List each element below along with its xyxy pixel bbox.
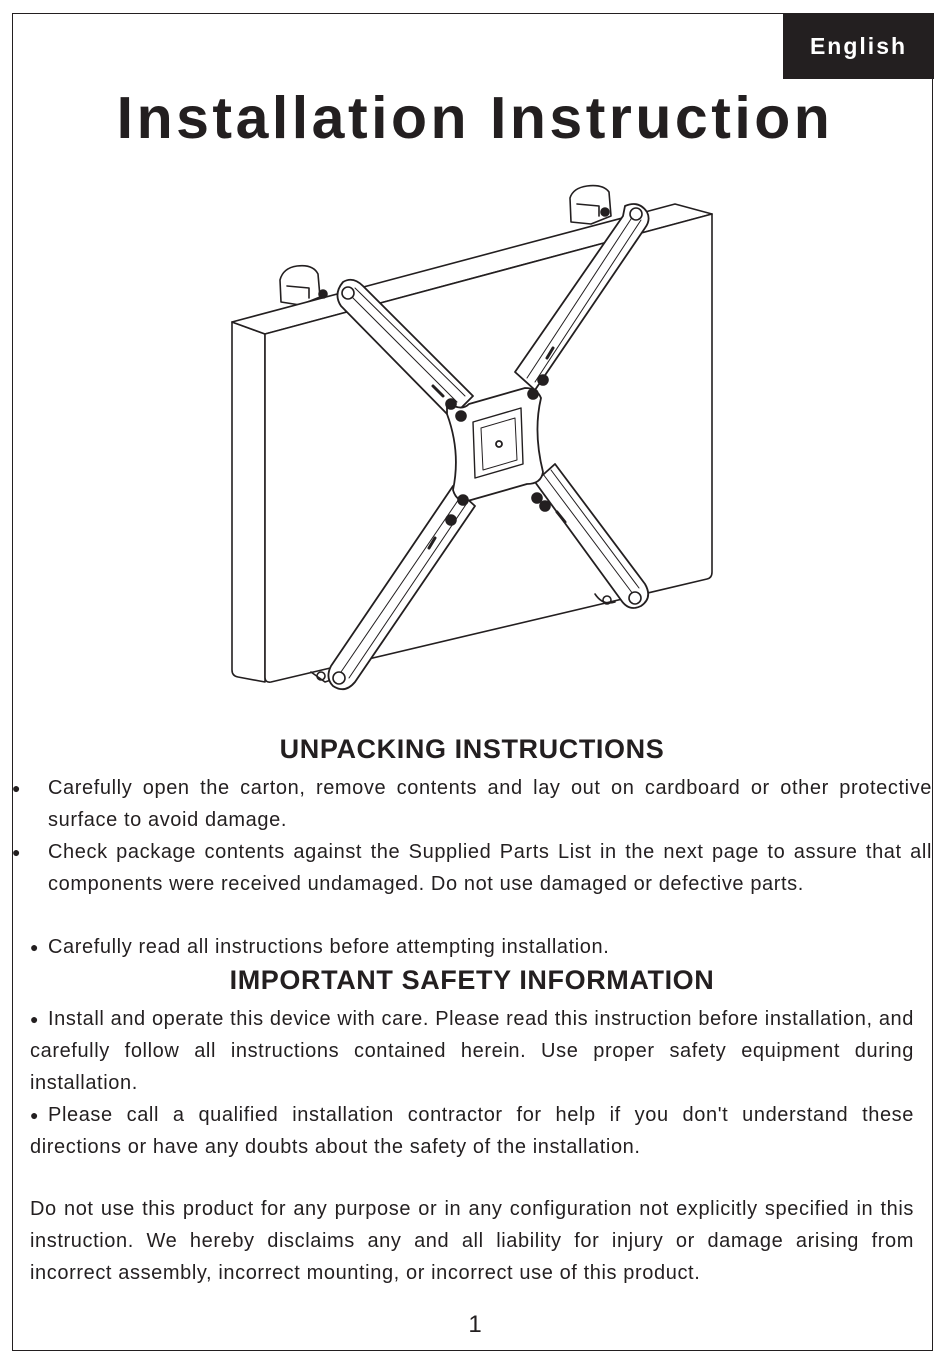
safety-item: ● Please call a qualified installation contractor for help if you don't understand these directions or have any doubts about the safety of the installation.	[30, 1099, 914, 1163]
language-tab[interactable]	[783, 13, 934, 79]
bullet-icon: ●	[30, 1011, 40, 1027]
disclaimer-paragraph: Do not use this product for any purpose or in any configuration not explicitly specified in this instruction. We hereby disclaims any and all liability for injury or damage arising from incorrect assembly, incorrect mounting, or incorrect use of this product.	[30, 1198, 914, 1284]
safety-heading: IMPORTANT SAFETY INFORMATION	[229, 965, 715, 995]
page-title: Installation Instruction	[116, 85, 834, 151]
page-number: 1	[468, 1311, 482, 1338]
unpacking-item: ● Check package contents against the Supplied Parts List in the next page to assure that all components were received undamaged. Do not use damaged or defective parts.	[30, 836, 932, 900]
safety-item: ● Install and operate this device with care. Please read this instruction before installation, and carefully follow all instructions contained herein. Use proper safety equipment during installation.	[30, 1003, 914, 1099]
bullet-icon: ●	[30, 1107, 40, 1123]
unpacking-item: ● Carefully read all instructions before attempting installation.	[30, 931, 914, 963]
unpacking-heading: UNPACKING INSTRUCTIONS	[279, 734, 665, 764]
bullet-icon: ●	[12, 780, 22, 796]
bullet-icon: ●	[30, 939, 40, 955]
language-tab-label: English	[809, 32, 908, 59]
vesa-adapter-bracket-on-tv-icon	[225, 182, 720, 700]
unpacking-item: ● Carefully open the carton, remove contents and lay out on cardboard or other protective surface to avoid damage.	[30, 772, 932, 836]
bullet-icon: ●	[12, 844, 22, 860]
